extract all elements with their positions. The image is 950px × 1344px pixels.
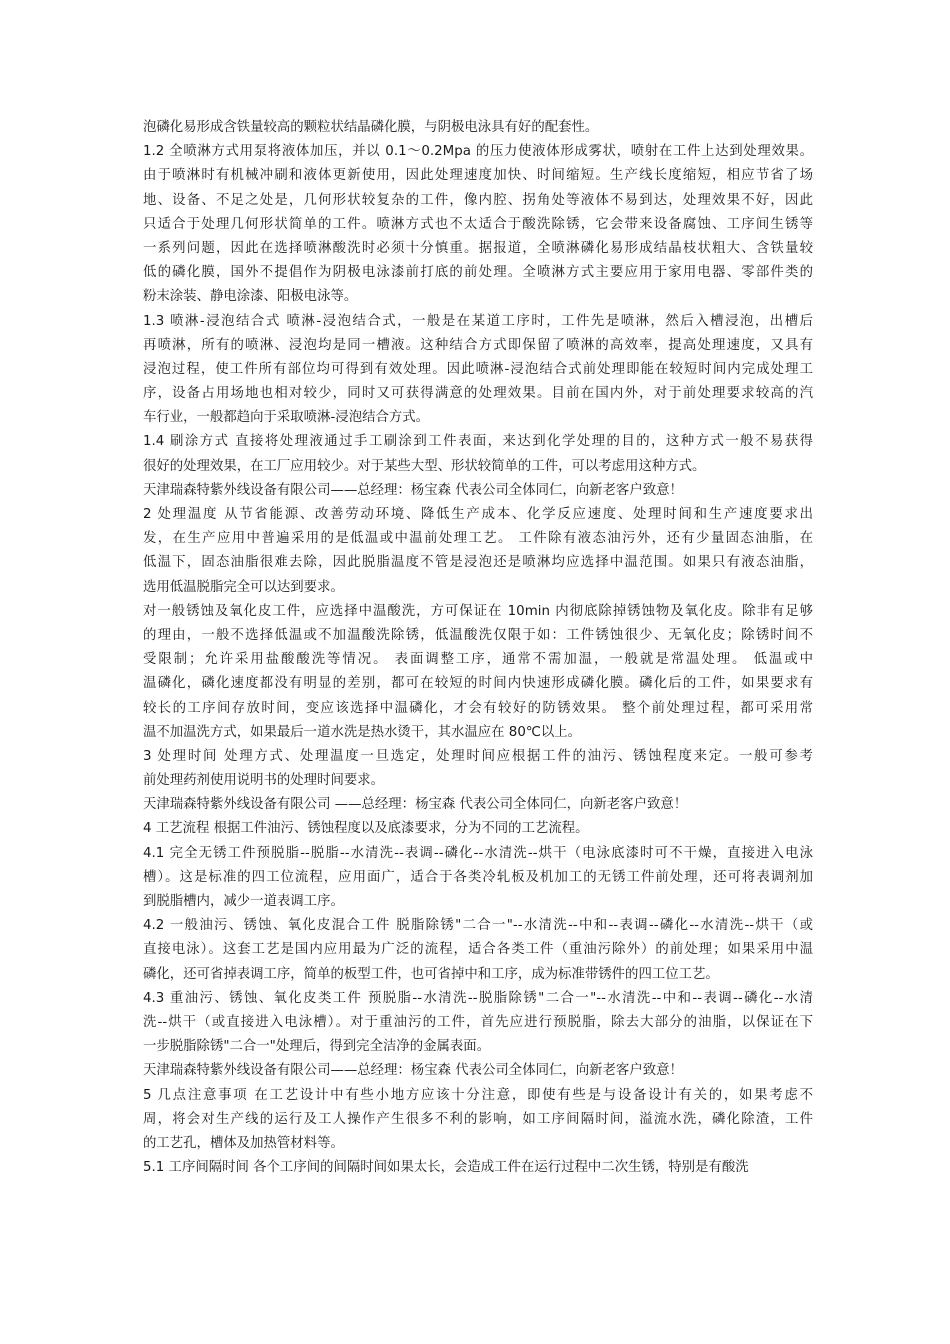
text-line: 低温下，固态油脂很难去除，因此脱脂温度不管是浸泡还是喷淋均应选择中温范围。如果只有液态油脂， [143,555,813,571]
text-line: 天津瑞森特紫外线设备有限公司——总经理：杨宝森 代表公司全体同仁，向新老客户致意！ [143,482,683,498]
text-line: 1.2 全喷淋方式用泵将液体加压，并以 0.1～0.2Mpa 的压力使液体形成雾状，喷射在工件上达到处理效果。 [143,144,813,160]
text-line: 很好的处理效果，在工厂应用较少。对于某些大型、形状较简单的工件，可以考虑用这种方式。 [143,458,706,474]
text-line: 1.3 喷淋-浸泡结合式 喷淋-浸泡结合式，一般是在某道工序时，工件先是喷淋，然后入槽浸泡，出槽后 [143,313,813,329]
text-line: 槽）。这是标准的四工位流程，应用面广，适合于各类冷轧板及机加工的无锈工件前处理，还可将表调剂加 [143,869,813,885]
text-line: 周，将会对生产线的运行及工人操作产生很多不利的影响，如工序间隔时间，溢流水洗，磷化除渣，工件 [143,1111,813,1127]
text-line: 1.4 刷涂方式 直接将处理液通过手工刷涂到工件表面，来达到化学处理的目的，这种方式一般不易获得 [143,434,813,450]
text-line: 泡磷化易形成含铁量较高的颗粒状结晶磷化膜，与阴极电泳具有好的配套性。 [143,120,599,135]
text-line: 发，在生产应用中普遍采用的是低温或中温前处理工艺。 工件除有液态油污外，还有少量固态油脂，在 [143,531,813,547]
text-line: 4 工艺流程 根据工件油污、锈蚀程度以及底漆要求，分为不同的工艺流程。 [143,821,589,837]
text-line: 的理由，一般不选择低温或不加温酸洗除锈，低温酸洗仅限于如：工件锈蚀很少、无氧化皮；除锈时间不 [143,627,813,643]
text-line: 地、设备、不足之处是，几何形状较复杂的工件，像内腔、拐角处等液体不易到达，处理效果不好，因此 [143,192,813,208]
text-line: 天津瑞森特紫外线设备有限公司——总经理：杨宝森 代表公司全体同仁，向新老客户致意！ [143,1063,683,1079]
text-line: 再喷淋，所有的喷淋、浸泡均是同一槽液。这种结合方式即保留了喷淋的高效率，提高处理速度，又具有 [143,337,813,353]
text-line: 磷化，还可省掉表调工序，简单的板型工件，也可省掉中和工序，成为标准带锈件的四工位工艺。 [143,966,719,982]
text-line: 由于喷淋时有机械冲刷和液体更新使用，因此处理速度加快、时间缩短。生产线长度缩短，相应节省了场 [143,168,813,184]
text-line: 低的磷化膜，国外不提倡作为阴极电泳漆前打底的前处理。全喷淋方式主要应用于家用电器、零部件类的 [143,265,813,281]
text-line: 温磷化，磷化速度都没有明显的差别，都可在较短的时间内快速形成磷化膜。磷化后的工件，如果要求有 [143,676,813,692]
text-line: 选用低温脱脂完全可以达到要求。 [143,579,344,595]
text-line: 车行业，一般都趋向于采取喷淋-浸泡结合方式。 [143,410,430,426]
text-line: 对一般锈蚀及氧化皮工件，应选择中温酸洗，方可保证在 10min 内彻底除掉锈蚀物及氧化皮。除非有足够 [143,603,813,619]
text-line: 较长的工序间存放时间，变应该选择中温磷化，才会有较好的防锈效果。 整个前处理过程，都可采用常 [143,700,813,716]
text-line: 到脱脂槽内，减少一道表调工序。 [143,894,344,909]
text-line: 浸泡过程，使工件所有部位均可得到有效处理。因此喷淋-浸泡结合式前处理即能在较短时间内完成处理工 [143,361,813,377]
text-line: 直接电泳）。这套工艺是国内应用最为广泛的流程，适合各类工件（重油污除外）的前处理；如果采用中温 [143,942,813,958]
text-line: 4.2 一般油污、锈蚀、氧化皮混合工件 脱脂除锈"二合一"--水清洗--中和--表调--磷化--水清洗--烘干（或 [143,918,813,934]
text-line: 天津瑞森特紫外线设备有限公司 ——总经理：杨宝森 代表公司全体同仁，向新老客户致意！ [143,797,688,813]
text-line: 只适合于处理几何形状简单的工件。喷淋方式也不太适合于酸洗除锈，它会带来设备腐蚀、工序间生锈等 [143,216,813,232]
text-line: 4.1 完全无锈工件预脱脂--脱脂--水清洗--表调--磷化--水清洗--烘干（电泳底漆时可不干燥，直接进入电泳 [143,845,813,861]
text-line: 前处理药剂使用说明书的处理时间要求。 [143,773,385,789]
text-line: 的工艺孔，槽体及加热管材料等。 [143,1135,344,1151]
document-body [143,116,813,1180]
text-line: 4.3 重油污、锈蚀、氧化皮类工件 预脱脂--水清洗--脱脂除锈"二合一"--水清洗--中和--表调--磷化--水清 [143,990,813,1006]
text-line: 温不加温洗方式，如果最后一道水洗是热水烫干，其水温应在 80℃以上。 [143,724,582,740]
text-line: 序，设备占用场地也相对较少，同时又可获得满意的处理效果。目前在国内外，对于前处理要求较高的汽 [143,386,813,402]
text-line: 5 几点注意事项 在工艺设计中有些小地方应该十分注意，即使有些是与设备设计有关的，如果考虑不 [143,1087,813,1103]
text-line: 2 处理温度 从节省能源、改善劳动环境、降低生产成本、化学反应速度、处理时间和生产速度要求出 [143,507,813,522]
text-line: 粉末涂装、静电涂漆、阳极电泳等。 [143,289,358,305]
text-line: 一步脱脂除锈"二合一"处理后，得到完全洁净的金属表面。 [143,1039,491,1055]
text-line: 3 处理时间 处理方式、处理温度一旦选定，处理时间应根据工件的油污、锈蚀程度来定。一般可参考 [143,748,813,764]
text-line: 一系列问题，因此在选择喷淋酸洗时必须十分慎重。据报道，全喷淋磷化易形成结晶枝状粗大、含铁量较 [143,240,813,256]
text-line: 受限制；允许采用盐酸酸洗等情况。 表面调整工序，通常不需加温，一般就是常温处理。 低温或中 [143,652,813,668]
text-line: 洗--烘干（或直接进入电泳槽）。对于重油污的工件，首先应进行预脱脂，除去大部分的油脂，以保证在下 [143,1014,813,1030]
text-line: 5.1 工序间隔时间 各个工序间的间隔时间如果太长，会造成工件在运行过程中二次生锈，特别是有酸洗 [143,1160,749,1176]
